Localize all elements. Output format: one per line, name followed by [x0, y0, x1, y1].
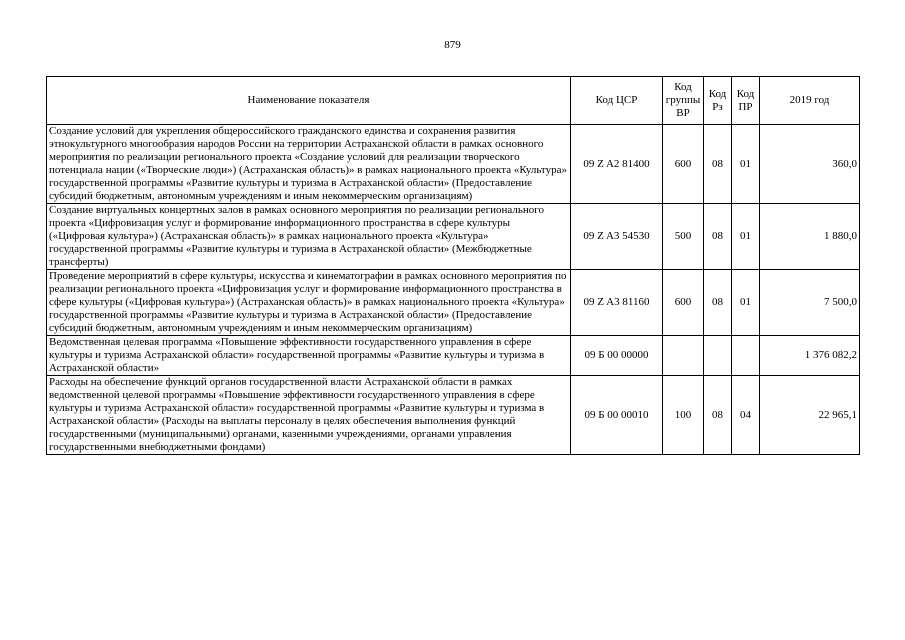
cell-rz: 08	[704, 270, 732, 336]
cell-sum: 22 965,1	[760, 376, 860, 455]
cell-vr: 600	[663, 270, 704, 336]
cell-pr	[732, 336, 760, 376]
cell-name: Проведение мероприятий в сфере культуры, искусства и кинематографии в рамках основного мероприятия по реализации регионального проекта «Цифровизация услуг и формирование информационного пространства в сфере культуры («Цифровая культура») (Астраханская область)» в рамках национального проекта «Культура» государственной программы «Развитие культуры и туризма в Астраханской области» (Предоставление субсидий бюджетным, автономным учреждениям и иным некоммерческим организациям)	[47, 270, 571, 336]
cell-rz: 08	[704, 204, 732, 270]
cell-rz: 08	[704, 125, 732, 204]
header-csr: Код ЦСР	[571, 77, 663, 125]
cell-name: Создание условий для укрепления общероссийского гражданского единства и сохранения развития этнокультурного многообразия народов России на территории Астраханской области в рамках основного мероприятия по реализации регионального проекта «Создание условий для реализации творческого потенциала нации («Творческие люди») (Астраханская область)» в рамках национального проекта «Культура» государственной программы «Развитие культуры и туризма в Астраханской области» (Предоставление субсидий бюджетным, автономным учреждениям и иным некоммерческим организациям)	[47, 125, 571, 204]
header-vr: Код группы ВР	[663, 77, 704, 125]
budget-table	[46, 76, 860, 455]
cell-csr: 09 Б 00 00010	[571, 376, 663, 455]
table-row	[47, 125, 860, 204]
table-header-row	[47, 77, 860, 125]
cell-pr: 01	[732, 270, 760, 336]
header-name: Наименование показателя	[47, 77, 571, 125]
cell-rz: 08	[704, 376, 732, 455]
cell-pr: 01	[732, 125, 760, 204]
table-row	[47, 336, 860, 376]
cell-pr: 04	[732, 376, 760, 455]
page-number: 879	[444, 39, 461, 51]
header-sum: 2019 год	[760, 77, 860, 125]
header-rz: Код Рз	[704, 77, 732, 125]
cell-name: Расходы на обеспечение функций органов государственной власти Астраханской области в рамках ведомственной целевой программы «Повышение эффективности государственного управления в сфере культуры и туризма Астраханской области» государственной программы «Развитие культуры и туризма в Астраханской области» (Расходы на выплаты персоналу в целях обеспечения выполнения функций государственными (муниципальными) органами, казенными учреждениями, органами управления государственными внебюджетными фондами)	[47, 376, 571, 455]
cell-name: Создание виртуальных концертных залов в рамках основного мероприятия по реализации регионального проекта «Цифровизация услуг и формирование информационного пространства в сфере культуры («Цифровая культура») (Астраханская область)» в рамках национального проекта «Культура» государственной программы «Развитие культуры и туризма в Астраханской области» (Межбюджетные трансферты)	[47, 204, 571, 270]
cell-sum: 360,0	[760, 125, 860, 204]
cell-vr: 100	[663, 376, 704, 455]
table-row	[47, 204, 860, 270]
cell-sum: 1 880,0	[760, 204, 860, 270]
cell-csr: 09 Z A2 81400	[571, 125, 663, 204]
cell-sum: 1 376 082,2	[760, 336, 860, 376]
cell-vr: 600	[663, 125, 704, 204]
cell-name: Ведомственная целевая программа «Повышение эффективности государственного управления в сфере культуры и туризма Астраханской области» государственной программы «Развитие культуры и туризма в Астраханской области»	[47, 336, 571, 376]
header-pr: Код ПР	[732, 77, 760, 125]
cell-rz	[704, 336, 732, 376]
cell-sum: 7 500,0	[760, 270, 860, 336]
cell-csr: 09 Б 00 00000	[571, 336, 663, 376]
table-row	[47, 376, 860, 455]
cell-csr: 09 Z A3 54530	[571, 204, 663, 270]
cell-vr	[663, 336, 704, 376]
cell-csr: 09 Z A3 81160	[571, 270, 663, 336]
table-row	[47, 270, 860, 336]
cell-pr: 01	[732, 204, 760, 270]
cell-vr: 500	[663, 204, 704, 270]
